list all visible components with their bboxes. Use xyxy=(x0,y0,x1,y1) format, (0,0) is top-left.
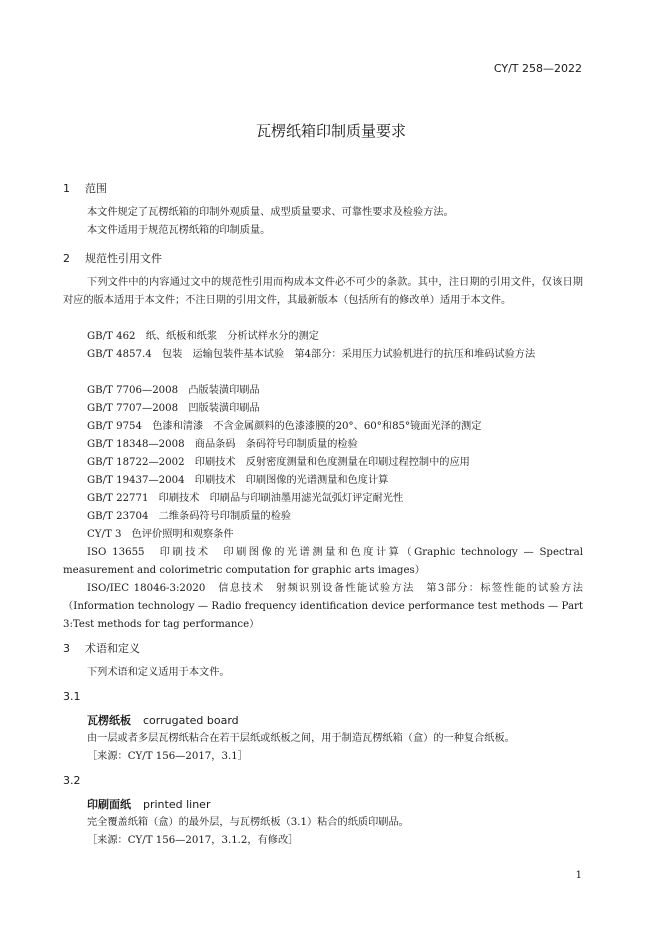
reference-item: GB/T 7707—2008 凹版装潢印刷品 xyxy=(87,403,260,414)
paragraph: 本文件规定了瓦楞纸箱的印制外观质量、成型质量要求、可靠性要求及检验方法。 xyxy=(87,207,454,218)
section-title: 范围 xyxy=(85,182,107,195)
reference-item: GB/T 23704 二维条码符号印制质量的检验 xyxy=(87,511,292,522)
section-title: 术语和定义 xyxy=(85,642,140,655)
term-en: printed liner xyxy=(143,798,211,811)
term-zh: 瓦楞纸板 xyxy=(87,714,131,727)
term-heading xyxy=(87,796,210,812)
section-number: 2 xyxy=(63,252,70,265)
reference-item: GB/T 18348—2008 商品条码 条码符号印制质量的检验 xyxy=(87,439,358,450)
term-number: 3.2 xyxy=(63,774,81,787)
standard-number: CY/T 258—2022 xyxy=(493,62,582,75)
term-number: 3.1 xyxy=(63,690,81,703)
reference-item: CY/T 3 色评价照明和观察条件 xyxy=(87,529,234,540)
section-number: 1 xyxy=(63,182,70,195)
section-3-heading xyxy=(63,640,140,656)
reference-item: GB/T 19437—2004 印刷技术 印刷图像的光谱测量和色度计算 xyxy=(87,475,389,486)
page-number: 1 xyxy=(575,870,582,881)
section-1-heading xyxy=(63,180,107,196)
reference-item: GB/T 18722—2002 印刷技术 反射密度测量和色度测量在印刷过程控制中的应用 xyxy=(87,457,470,468)
term-en: corrugated board xyxy=(143,714,239,727)
reference-item: GB/T 9754 色漆和清漆 不含金属颜料的色漆漆膜的20°、60°和85°镜面光泽的测定 xyxy=(87,421,482,432)
term-source: ［来源：CY/T 156—2017，3.1］ xyxy=(87,751,248,762)
reference-item: GB/T 462 纸、纸板和纸浆 分析试样水分的测定 xyxy=(87,331,319,342)
reference-item: ISO/IEC 18046-3:2020 信息技术 射频识别设备性能试验方法 第3部分：标签性能的试验方法（Information technology — Radio frequency identification device performance test methods — Part 3:Test methods for tag performance） xyxy=(63,583,583,630)
section-title: 规范性引用文件 xyxy=(85,252,162,265)
term-source: ［来源：CY/T 156—2017，3.1.2，有修改］ xyxy=(87,835,299,846)
reference-item: GB/T 22771 印刷技术 印刷品与印刷油墨用滤光氙弧灯评定耐光性 xyxy=(87,493,404,504)
term-zh: 印刷面纸 xyxy=(87,798,131,811)
section-number: 3 xyxy=(63,642,70,655)
intro-paragraph: 下列文件中的内容通过文中的规范性引用而构成本文件必不可少的条款。其中，注日期的引用文件，仅该日期对应的版本适用于本文件；不注日期的引用文件，其最新版本（包括所有的修改单）适用于本文件。 xyxy=(63,277,583,306)
term-heading xyxy=(87,712,239,728)
term-definition: 由一层或者多层瓦楞纸粘合在若干层纸或纸板之间，用于制造瓦楞纸箱（盒）的一种复合纸板。 xyxy=(87,733,515,744)
reference-item: GB/T 4857.4 包装 运输包装件基本试验 第4部分：采用压力试验机进行的抗压和堆码试验方法 xyxy=(87,349,536,360)
section-2-heading xyxy=(63,250,162,266)
document-title: 瓦楞纸箱印制质量要求 xyxy=(255,122,406,140)
paragraph: 本文件适用于规范瓦楞纸箱的印制质量。 xyxy=(87,225,271,236)
reference-item: ISO 13655 印刷技术 印刷图像的光谱测量和色度计算（Graphic technology — Spectral measurement and colorimetric computation for graphic arts images） xyxy=(63,547,583,576)
paragraph: 下列术语和定义适用于本文件。 xyxy=(87,667,230,678)
reference-item: GB/T 7706—2008 凸版装潢印刷品 xyxy=(87,385,260,396)
term-definition: 完全覆盖纸箱（盒）的最外层，与瓦楞纸板（3.1）粘合的纸质印刷品。 xyxy=(87,817,409,828)
